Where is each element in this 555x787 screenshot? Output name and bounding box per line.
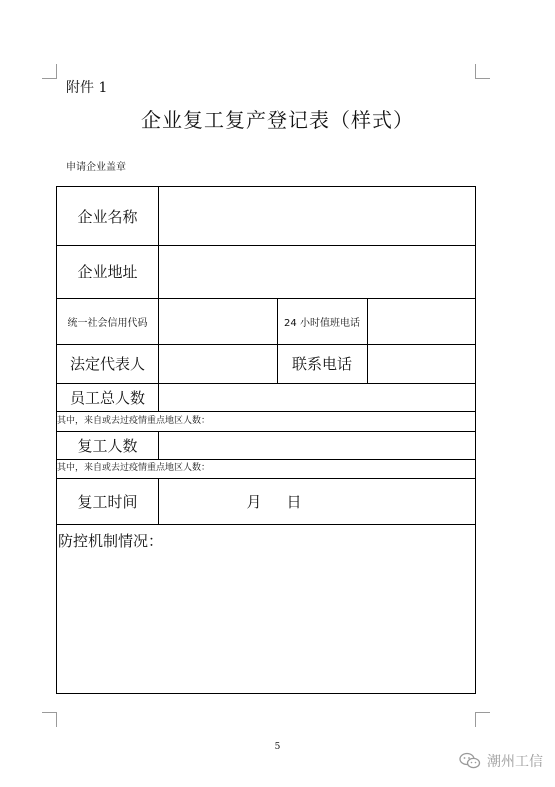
page-number: 5: [274, 742, 281, 752]
crop-mark-top-right: [475, 64, 490, 79]
contact-phone-label: 联系电话: [291, 355, 352, 373]
return-staff-field[interactable]: [159, 432, 475, 458]
prevention-label: 防控机制情况：: [58, 532, 164, 550]
duty-phone-label: 24 小时值班电话: [284, 317, 360, 329]
company-name-label: 企业名称: [77, 207, 138, 226]
attachment-label: 附件 1: [66, 80, 108, 96]
row-divider: [57, 459, 475, 460]
crop-mark-top-left: [42, 64, 57, 79]
row-divider: [57, 411, 475, 412]
epidemic-area-note: 其中，来自或去过疫情重点地区人数：: [57, 416, 211, 426]
duty-phone-field[interactable]: [368, 299, 475, 343]
prevention-field[interactable]: [58, 552, 475, 692]
return-time-label: 复工时间: [77, 492, 138, 511]
legal-rep-label: 法定代表人: [69, 355, 145, 373]
company-address-field[interactable]: [159, 246, 475, 297]
day-label: 日: [286, 492, 302, 511]
crop-mark-bottom-left: [42, 712, 57, 727]
return-staff-label: 复工人数: [77, 436, 138, 455]
contact-phone-field[interactable]: [368, 345, 475, 382]
total-staff-label: 员工总人数: [69, 388, 145, 407]
wechat-icon: [459, 752, 481, 770]
watermark-text: 潮州工信: [487, 754, 543, 770]
registration-form-table: [56, 186, 476, 694]
column-divider: [158, 478, 159, 525]
page-title: 企业复工复产登记表（样式）: [141, 108, 414, 132]
watermark: [459, 751, 543, 771]
total-staff-field[interactable]: [159, 384, 475, 410]
legal-rep-field[interactable]: [159, 345, 276, 382]
row-divider: [57, 524, 475, 525]
company-address-label: 企业地址: [77, 263, 138, 281]
month-label: 月: [246, 492, 262, 511]
epidemic-area-note: 其中，来自或去过疫情重点地区人数：: [57, 463, 211, 473]
credit-code-label: 统一社会信用代码: [67, 317, 148, 329]
crop-mark-bottom-right: [475, 712, 490, 727]
applicant-seal-label: 申请企业盖章: [66, 162, 126, 173]
credit-code-field[interactable]: [159, 299, 276, 343]
company-name-field[interactable]: [159, 188, 475, 244]
